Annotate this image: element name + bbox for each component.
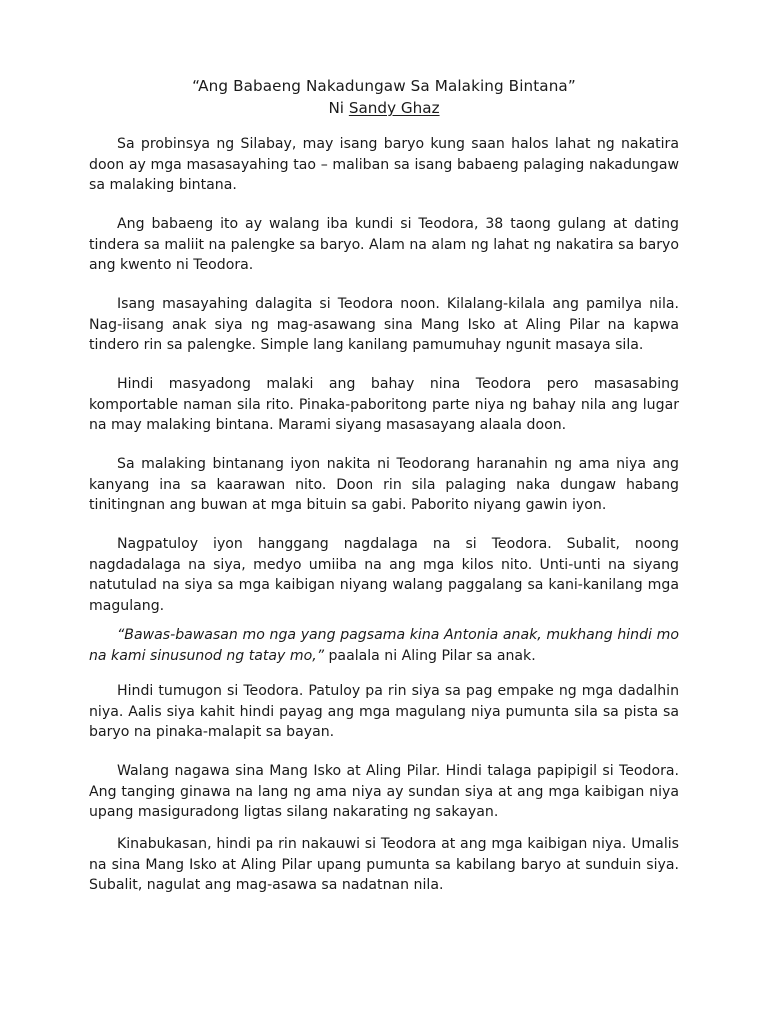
story-byline: [0, 98, 768, 118]
paragraph: Sa probinsya ng Silabay, may isang baryo kung saan halos lahat ng nakatira doon ay mga masasayahing tao – maliban sa isang babaeng palaging nakadungaw sa malaking bintana.: [89, 136, 679, 193]
byline-prefix: Ni: [328, 99, 345, 117]
story-title: “Ang Babaeng Nakadungaw Sa Malaking Bintana”: [192, 77, 576, 95]
paragraph: Kinabukasan, hindi pa rin nakauwi si Teodora at ang mga kaibigan niya. Umalis na sina Mang Isko at Aling Pilar upang pumunta sa kabilang baryo at sunduin siya. Subalit, nagulat ang mag-asawa sa nadatnan nila.: [89, 836, 679, 893]
author-name: Sandy Ghaz: [348, 99, 440, 117]
dialogue-paragraph: [89, 625, 679, 666]
dialogue-quote: “Bawas-bawasan mo nga yang pagsama kina Antonia anak, mukhang hindi mo na kami sinusunod ng tatay mo,”: [89, 627, 679, 664]
paragraph: Nagpatuloy iyon hanggang nagdalaga na si Teodora. Subalit, noong nagdadalaga na siya, medyo umiiba na ang mga kilos nito. Unti-unti na siyang natutulad na siya sa mga kaibigan niyang walang paggalang sa kani-kanilang mga magulang.: [89, 536, 679, 614]
paragraph: Walang nagawa sina Mang Isko at Aling Pilar. Hindi talaga papipigil si Teodora. Ang tanging ginawa na lang ng ama niya ay sundan siya at ang mga kaibigan niya upang masiguradong ligtas silang nakarating ng sakayan.: [89, 763, 679, 820]
dialogue-attribution: paalala ni Aling Pilar sa anak.: [324, 647, 536, 664]
paragraph: Hindi masyadong malaki ang bahay nina Teodora pero masasabing komportable naman sila rito. Pinaka-paboritong parte niya ng bahay nila ang lugar na may malaking bintana. Marami siyang masasayang alaala doon.: [89, 376, 679, 433]
paragraph: Ang babaeng ito ay walang iba kundi si Teodora, 38 taong gulang at dating tindera sa maliit na palengke sa baryo. Alam na alam ng lahat ng nakatira sa baryo ang kwento ni Teodora.: [89, 216, 679, 273]
paragraph: Sa malaking bintanang iyon nakita ni Teodorang haranahin ng ama niya ang kanyang ina sa kaarawan nito. Doon rin sila palaging naka dungaw habang tinitingnan ang buwan at mga bituin sa gabi. Paborito niyang gawin iyon.: [89, 456, 679, 513]
paragraph: Isang masayahing dalagita si Teodora noon. Kilalang-kilala ang pamilya nila. Nag-iisang anak siya ng mag-asawang sina Mang Isko at Aling Pilar na kapwa tindero rin sa palengke. Simple lang kanilang pamumuhay ngunit masaya sila.: [89, 296, 679, 353]
paragraph: Hindi tumugon si Teodora. Patuloy pa rin siya sa pag empake ng mga dadalhin niya. Aalis siya kahit hindi payag ang mga magulang niya pumunta sila sa pista sa baryo na pinaka-malapit sa bayan.: [89, 683, 679, 740]
